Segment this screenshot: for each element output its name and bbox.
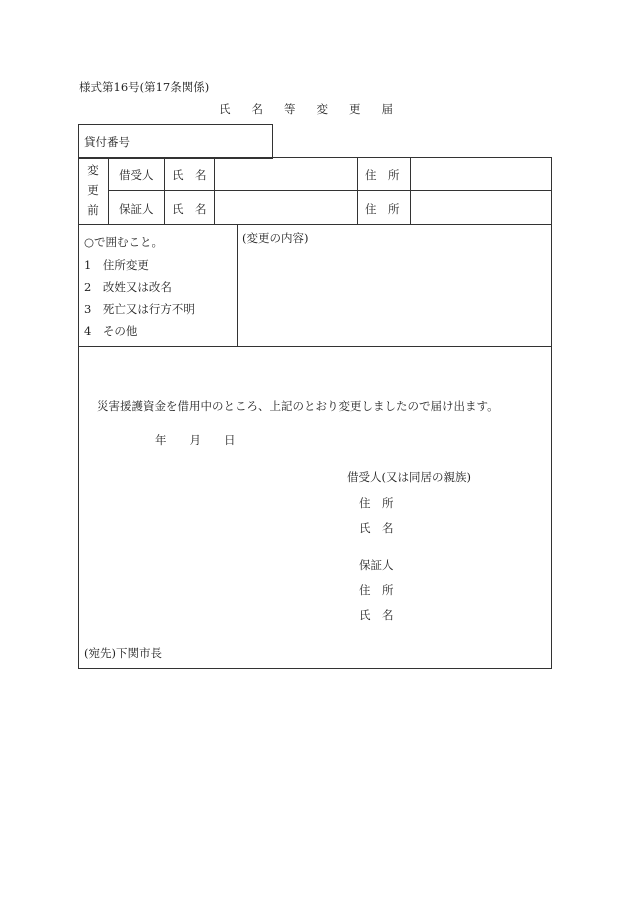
- guarantor-address-label: 住 所: [365, 202, 400, 216]
- guarantor-name-field[interactable]: [216, 192, 355, 222]
- title-char: 名: [251, 102, 263, 116]
- divider: [237, 224, 238, 346]
- options-instruction: ○で囲むこと。: [84, 235, 164, 249]
- guarantor-address-field[interactable]: [412, 192, 550, 222]
- borrower-name-label: 氏 名: [172, 168, 207, 182]
- title-char: 等: [284, 102, 296, 116]
- borrower-label: 借受人: [119, 168, 154, 182]
- borrower-name-field[interactable]: [216, 159, 355, 189]
- borrower-signature-name-label: 氏 名: [359, 521, 394, 535]
- title-char: 変: [316, 102, 328, 116]
- option-item[interactable]: 1 住所変更: [84, 258, 149, 272]
- divider: [78, 224, 552, 225]
- guarantor-name-label: 氏 名: [172, 202, 207, 216]
- divider: [108, 190, 552, 191]
- borrower-address-label: 住 所: [365, 168, 400, 182]
- guarantor-signature-name-label: 氏 名: [359, 608, 394, 622]
- borrower-address-field[interactable]: [412, 159, 550, 189]
- guarantor-label: 保証人: [119, 202, 154, 216]
- title-char: 届: [381, 102, 393, 116]
- side-char: 更: [87, 183, 99, 197]
- option-item[interactable]: 3 死亡又は行方不明: [84, 302, 195, 316]
- borrower-signature-header: 借受人(又は同居の親族): [347, 470, 471, 484]
- change-content-field[interactable]: [240, 248, 550, 344]
- title-char: 更: [349, 102, 361, 116]
- form-number: 様式第16号(第17条関係): [79, 80, 210, 94]
- divider: [410, 157, 411, 224]
- title-char: 氏: [219, 102, 231, 116]
- guarantor-signature-header: 保証人: [359, 558, 394, 572]
- divider: [78, 346, 552, 347]
- option-item[interactable]: 2 改姓又は改名: [84, 280, 172, 294]
- change-before-label: [84, 160, 102, 220]
- statement-text: 災害援護資金を借用中のところ、上記のとおり変更しましたので届け出ます。: [97, 399, 499, 413]
- form-frame: [78, 157, 552, 669]
- addressee: (宛先)下関市長: [84, 646, 162, 660]
- form-title: [219, 104, 393, 116]
- side-char: 前: [87, 203, 99, 217]
- option-item[interactable]: 4 その他: [84, 324, 138, 338]
- divider: [357, 157, 358, 224]
- divider: [164, 157, 165, 224]
- side-char: 変: [87, 163, 99, 177]
- date-line: 年 月 日: [155, 433, 236, 447]
- divider: [108, 157, 109, 224]
- borrower-signature-address-label: 住 所: [359, 496, 394, 510]
- loan-number-label: 貸付番号: [84, 135, 130, 149]
- divider: [214, 157, 215, 224]
- guarantor-signature-address-label: 住 所: [359, 583, 394, 597]
- change-content-label: (変更の内容): [242, 231, 309, 245]
